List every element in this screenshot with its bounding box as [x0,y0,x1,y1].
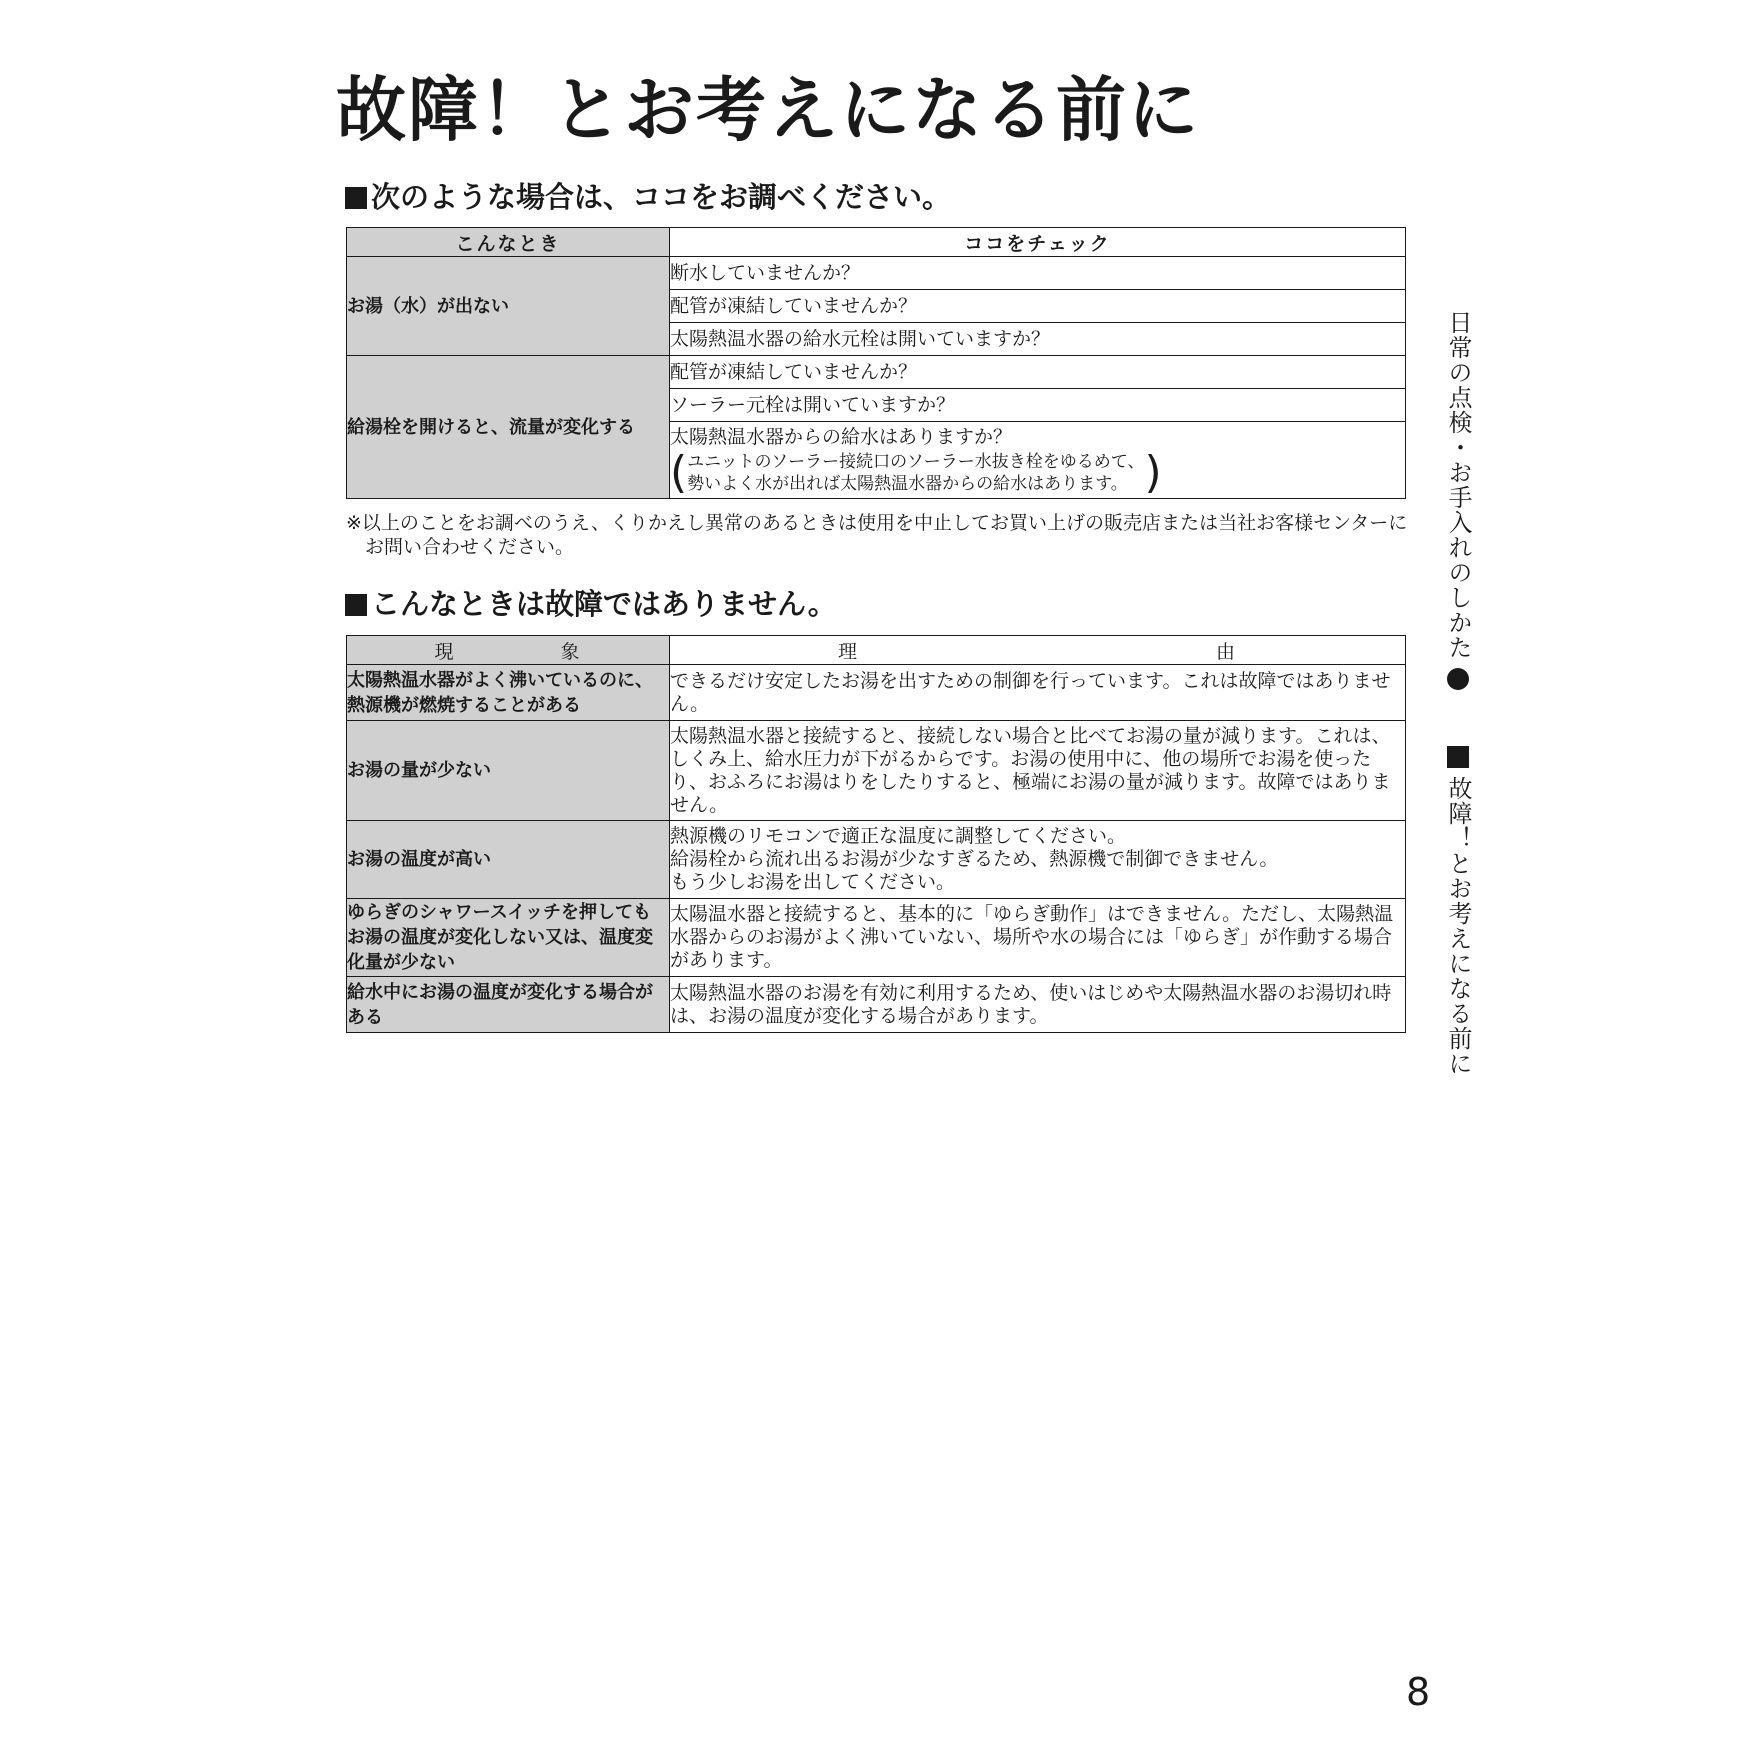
reason-cell: 太陽熱温水器と接続すると、接続しない場合と比べてお湯の量が減ります。これは、しくみ上、給水圧力が下がるからです。お湯の使用中に、他の場所でお湯を使ったり、おふろにお湯はりをしたりすると、極端にお湯の量が減ります。故障ではありません。 [670,721,1406,821]
check-cell: 配管が凍結していませんか？ [670,356,1406,389]
square-bullet-icon [345,187,367,209]
condition-cell: 給湯栓を開けると、流量が変化する [347,356,670,499]
phenomenon-cell: 太陽熱温水器がよく沸いているのに、熱源機が燃焼することがある [347,665,670,721]
reason-cell [670,821,1406,899]
col-header-phenomenon: 現 象 [347,636,670,665]
page-title: 故障！とお考えになる前に [336,69,1200,151]
side-tab-text-1: 日常の点検・お手入れのしかた [1444,310,1472,660]
col-header-reason: 理 由 [670,636,1406,665]
check-cell: 断水していませんか？ [670,257,1406,290]
col-header-condition: こんなとき [347,228,670,257]
not-failure-table [346,635,1406,1033]
reason-cell: 太陽熱温水器のお湯を有効に利用するため、使いはじめや太陽熱温水器のお湯切れ時は、お湯の温度が変化する場合があります。 [670,977,1406,1033]
reason-cell: 太陽温水器と接続すると、基本的に「ゆらぎ動作」はできません。ただし、太陽熱温水器からのお湯がよく沸いていない、場所や水の場合には「ゆらぎ」が作動する場合があります。 [670,899,1406,977]
col-header-check: ココをチェック [670,228,1406,257]
circle-bullet-icon [1447,668,1469,690]
check-text: 太陽熱温水器からの給水はありますか？ [670,426,1013,448]
check-cell-with-note [670,422,1406,499]
section-heading-check: 次のような場合は、ココをお調べください。 [345,180,951,215]
check-table [346,227,1406,499]
parenthetical-note: ( ユニットのソーラー接続口のソーラー水抜き栓をゆるめて、 勢いよく水が出れば太陽熱温水器からの給水はあります。 ) [670,447,1162,498]
side-tab [1446,310,1470,1076]
page-number: 8 [1406,1670,1431,1714]
reason-cell: できるだけ安定したお湯を出すための制御を行っています。これは故障ではありません。 [670,665,1406,721]
footnote: ※以上のことをお調べのうえ、くりかえし異常のあるときは使用を中止してお買い上げの販売店または当社お客様センターにお問い合わせください。 [346,512,1408,558]
phenomenon-cell: お湯の温度が高い [347,821,670,899]
note-line: 勢いよく水が出れば太陽熱温水器からの給水はあります。 [687,474,1128,494]
reason-line: 熱源機のリモコンで適正な温度に調整してください。 [670,825,1127,847]
check-cell: 太陽熱温水器の給水元栓は開いていますか？ [670,323,1406,356]
reason-line: 給湯栓から流れ出るお湯が少なすぎるため、熱源機で制御できません。 [670,848,1279,870]
phenomenon-cell: お湯の量が少ない [347,721,670,821]
check-cell: 配管が凍結していませんか？ [670,290,1406,323]
note-line: ユニットのソーラー接続口のソーラー水抜き栓をゆるめて、 [687,452,1145,472]
condition-cell: お湯（水）が出ない [347,257,670,356]
check-cell: ソーラー元栓は開いていますか？ [670,389,1406,422]
section-heading-not-failure: こんなときは故障ではありません。 [345,587,837,622]
phenomenon-cell: ゆらぎのシャワースイッチを押してもお湯の温度が変化しない又は、温度変化量が少ない [347,899,670,977]
square-bullet-icon [1447,746,1469,768]
square-bullet-icon [345,594,367,616]
phenomenon-cell: 給水中にお湯の温度が変化する場合がある [347,977,670,1033]
reason-line: もう少しお湯を出してください。 [670,871,956,893]
side-tab-text-2: 故障！とお考えになる前に [1444,776,1472,1076]
